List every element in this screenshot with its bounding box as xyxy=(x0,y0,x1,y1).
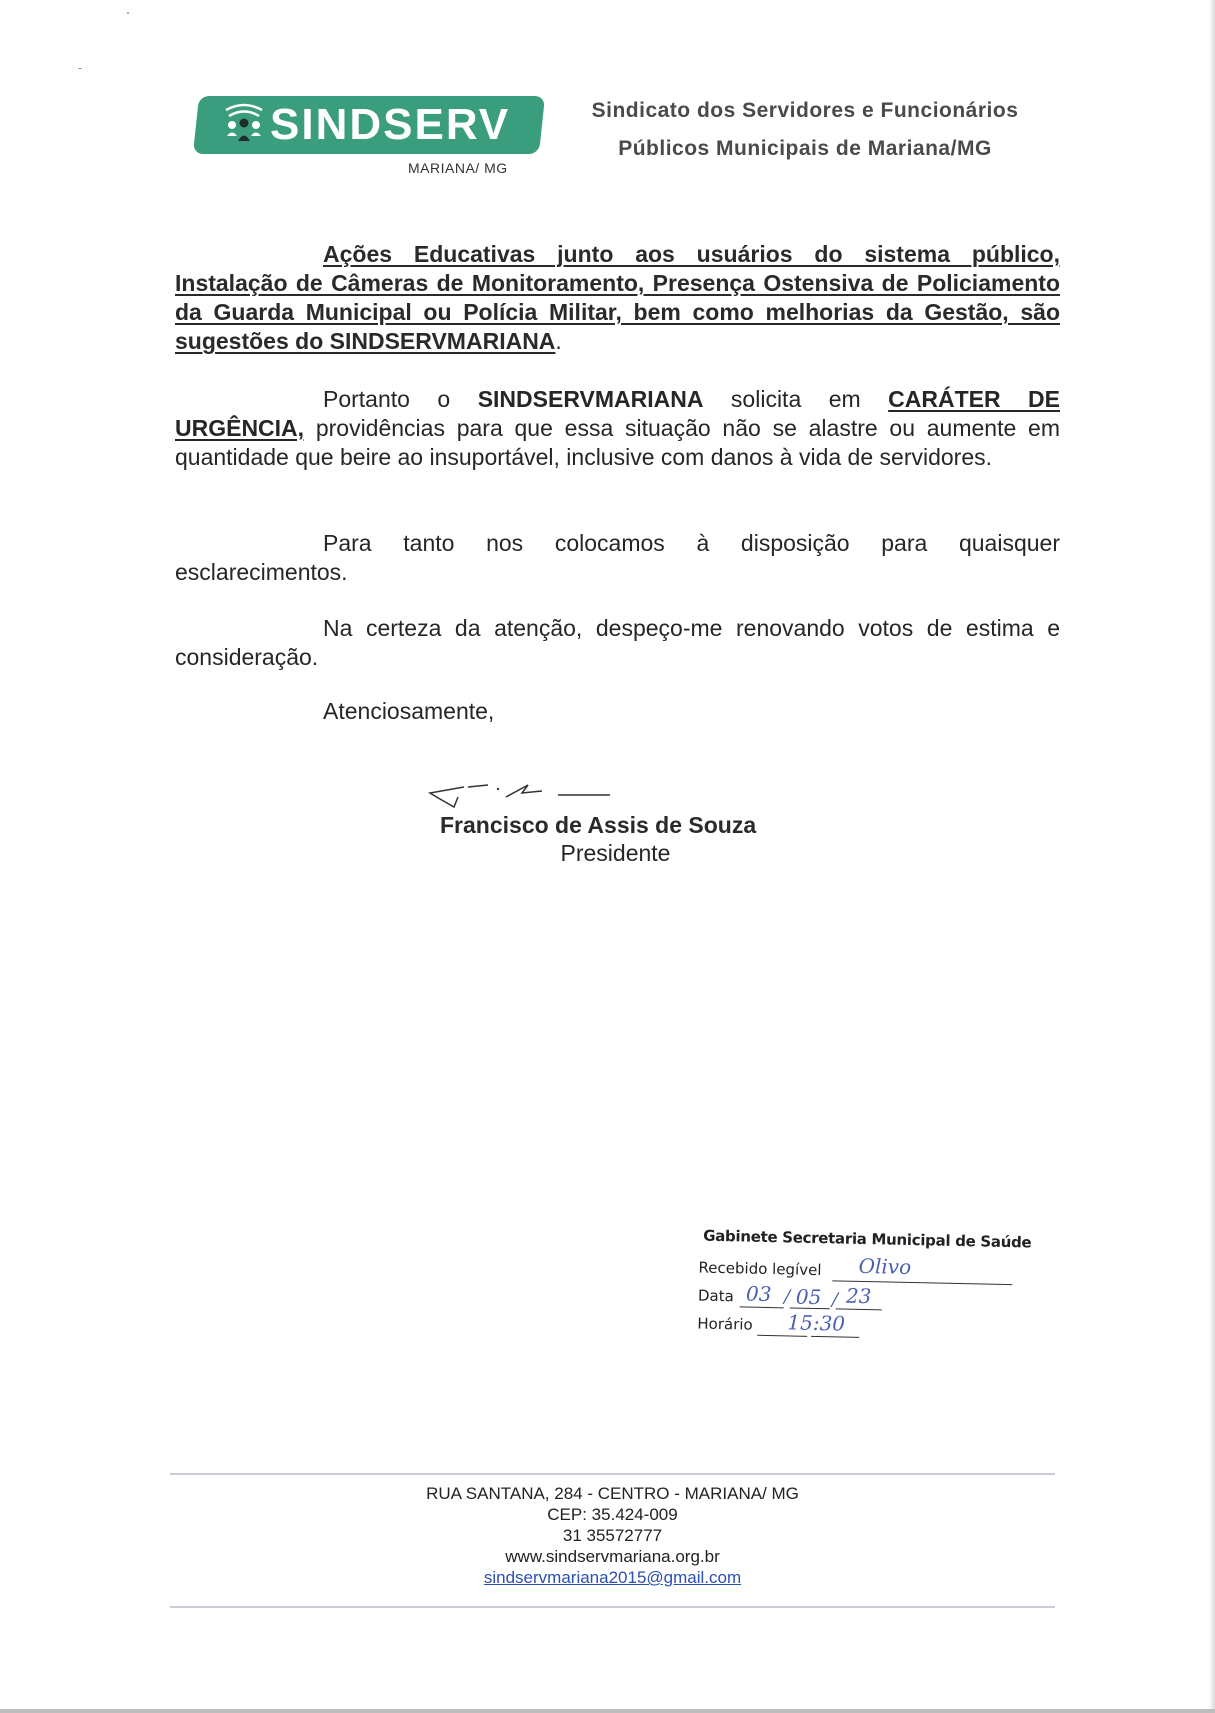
date-separator: / xyxy=(831,1289,839,1311)
date-separator: / xyxy=(783,1286,791,1308)
organization-name-line1: Sindicato dos Servidores e Funcionários xyxy=(591,99,1019,122)
suggestions-text: Ações Educativas junto aos usuários do sistema público, Instalação de Câmeras de Monitoramento, Presença Ostensiva de Policiamento da Guarda Municipal ou Polícia Militar, bem como melhorias da Gestão, são sugestões do SINDSERVMARIANA xyxy=(175,241,1060,354)
footer-bottom-rule xyxy=(170,1606,1055,1608)
paragraph-suggestions xyxy=(175,240,1060,356)
urgency-text-c: solicita em xyxy=(703,386,889,412)
stamp-time-label: Horário xyxy=(697,1314,753,1334)
date-month: 05 xyxy=(795,1284,822,1310)
signer-name: Francisco de Assis de Souza xyxy=(440,812,757,838)
union-name: SINDSERVMARIANA xyxy=(477,386,704,412)
stamp-title: Gabinete Secretaria Municipal de Saúde xyxy=(703,1226,1032,1252)
paragraph-urgency xyxy=(175,385,1060,472)
urgency-text-a: Portanto o xyxy=(323,386,478,412)
signer-title: Presidente xyxy=(560,840,671,866)
date-day: 03 xyxy=(745,1281,772,1307)
urgency-emphasis: CARÁTER DE URGÊNCIA, xyxy=(175,386,1060,441)
logo-subtitle: MARIANA/ MG xyxy=(408,160,508,176)
scan-edge-shadow xyxy=(1209,0,1215,1713)
footer xyxy=(170,1483,1055,1588)
footer-website: www.sindservmariana.org.br xyxy=(505,1547,720,1566)
closing-salutation: Atenciosamente, xyxy=(323,698,495,724)
scan-speck xyxy=(127,12,129,14)
stamp-date-label: Data xyxy=(697,1286,734,1306)
received-signature: Olivo xyxy=(858,1253,912,1279)
footer-cep: CEP: 35.424-009 xyxy=(547,1505,678,1524)
suggestions-period: . xyxy=(555,328,562,354)
footer-email-link[interactable]: sindservmariana2015@gmail.com xyxy=(483,1568,742,1587)
logo xyxy=(196,96,542,154)
organization-name xyxy=(555,92,1055,168)
scan-bottom-edge xyxy=(0,1709,1215,1713)
scan-speck xyxy=(78,68,82,69)
time-value: 15:30 xyxy=(787,1310,846,1336)
handwritten-signature xyxy=(418,775,658,815)
union-emblem-icon xyxy=(218,96,270,154)
organization-name-line2: Públicos Municipais de Mariana/MG xyxy=(618,137,992,160)
footer-address: RUA SANTANA, 284 - CENTRO - MARIANA/ MG xyxy=(426,1484,799,1503)
footer-phone: 31 35572777 xyxy=(562,1526,663,1545)
reception-stamp xyxy=(693,1226,1036,1363)
date-year: 23 xyxy=(845,1283,872,1309)
stamp-received-label: Recebido legível xyxy=(698,1258,822,1280)
logo-text: SINDSERV xyxy=(270,100,511,149)
paragraph-availability: Para tanto nos colocamos à disposição para quaisquer esclarecimentos. xyxy=(175,530,1060,585)
paragraph-regards: Na certeza da atenção, despeço-me renovando votos de estima e consideração. xyxy=(175,615,1060,670)
urgency-text-e: providências para que essa situação não se alastre ou aumente em quantidade que beire ao insuportável, inclusive com danos à vida de servidores. xyxy=(175,415,1060,470)
footer-top-rule xyxy=(170,1473,1055,1475)
